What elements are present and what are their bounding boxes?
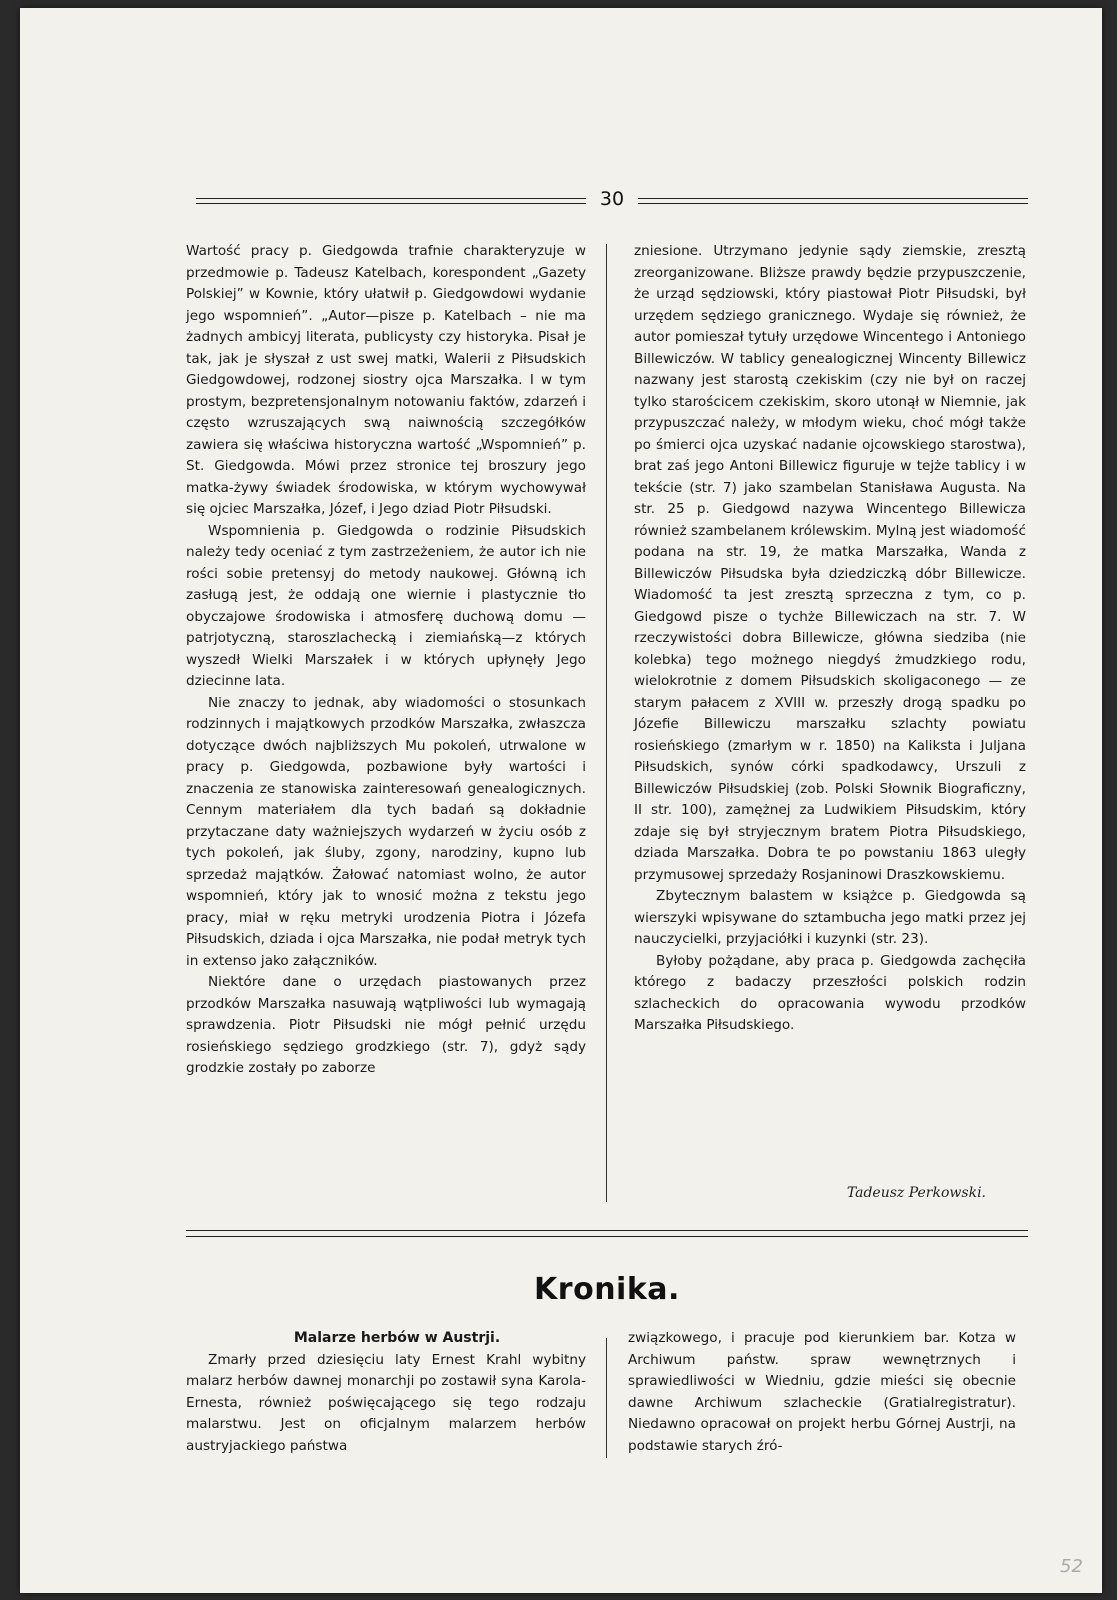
section-title: Kronika. [534, 1272, 680, 1307]
pencil-page-note: 52 [1060, 1556, 1083, 1577]
column-divider [606, 244, 607, 1202]
review-paragraph: Niektóre dane o urzędach piastowanych przez przodków Marszałka nasuwają wątpliwości lub wymagają sprawdzenia. Piotr Piłsudski nie mógł pełnić urzędu rosieńskiego sędziego grodzkiego (str. 7), gdyż sądy grodzkie zostały po zaborze [186, 974, 586, 1076]
review-right-column [634, 241, 1026, 1037]
page-number: 30 [599, 188, 625, 210]
chronicle-paragraph: związkowego, i pracuje pod kierunkiem bar. Kotza w Archiwum państw. spraw wewnętrznych i sprawiedliwości w Wiedniu, gdzie mieści się obecnie dawne Archiwum szlacheckie (Gratialregistratur). Niedawno opracował on projekt herbu Górnej Austrji, na podstawie starych źró- [628, 1330, 1016, 1454]
header-rule-right [638, 198, 1028, 204]
chronicle-left-column [186, 1328, 586, 1457]
column-divider [606, 1338, 607, 1458]
header-rule-left [196, 198, 586, 204]
page-header [196, 190, 1028, 214]
review-paragraph: zniesione. Utrzymano jedynie sądy ziemskie, zresztą zreorganizowane. Bliższe prawdy będzie przypuszczenie, że urząd sędziowski, który piastował Piotr Piłsudski, był urzędem sędziego granicznego. Wydaje się również, że autor pomieszał tytuły urzędowe Wincentego i Antoniego Billewiczów. W tablicy genealogicznej Wincenty Billewicz nazwany jest starostą czekiskim (czy nie był on raczej tylko starościcem czekiskim, skoro utonął w Niemnie, jak przypuszczać należy, w młodym wieku, choć mógł także po śmierci ojca uzyskać nadanie ojcowskiego starostwa), brat zaś jego Antoni Billewicz figuruje w tejże tablicy i w tekście (str. 7) jako szambelan Stanisława Augusta. Na str. 25 p. Giedgowd nazywa Wincentego Billewicza również szambelanem królewskim. Mylną jest wiadomość podana na str. 19, że matka Marszałka, Wanda z Billewiczów Piłsudska była dziedziczką dóbr Billewicze. Wiadomość ta jest zresztą sprzeczna z tym, co p. Giedgowd pisze o tychże Billewiczach na str. 7. W rzeczywistości dobra Billewicze, główna siedziba (nie kolebka) tego możnego niegdyś żmudzkiego rodu, wielokrotnie z domem Piłsudskich skoligaconego — ze starym pałacem z XVIII w. przeszły drogą spadku po Józefie Billewiczu marszałku szlachty powiatu rosieńskiego (zmarłym w r. 1850) na Kaliksta i Juljana Piłsudskich, synów córki spadkodawcy, Urszuli z Billewiczów Piłsudskiej (zob. Polski Słownik Biograficzny, II str. 100), zamężnej za Ludwikiem Piłsudskim, który zdaje się był stryjecznym bratem Piotra Piłsudskiego, dziada Marszałka. Dobra te po powstaniu 1863 uległy przymusowej sprzedaży Rosjaninowi Draszkowskiemu. [634, 243, 1026, 883]
review-left-column [186, 241, 586, 1080]
article-subheading: Malarze herbów w Austrji. [293, 1330, 501, 1346]
review-paragraph: Byłoby pożądane, aby praca p. Giedgowda zachęciła którego z badaczy przeszłości polskich rodzin szlacheckich do opracowania wywodu przodków Marszałka Piłsudskiego. [634, 952, 1026, 1033]
chronicle-right-column [628, 1328, 1016, 1457]
review-paragraph: Wartość pracy p. Giedgowda trafnie charakteryzuje w przedmowie p. Tadeusz Katelbach, korespondent „Gazety Polskiej” w Kownie, który ułatwił p. Giedgowdowi wydanie jego wspomnień”. „Autor—pisze p. Katelbach – nie ma żadnych ambicyj literata, publicysty czy historyka. Pisał je tak, jak je słyszał z ust swej matki, Walerii z Piłsudskich Giedgowdowej, rodzonej siostry ojca Marszałka. I w tym prostym, bezpretensjonalnym notowaniu faktów, zdarzeń i często wzruszających swą naiwnością szczegółków zawiera się właściwa historyczna wartość „Wspomnień” p. St. Giedgowda. Mówi przez stronice tej broszury jego matka-żywy świadek środowiska, w którym wychowywał się ojciec Marszałka, Józef, i Jego dziad Piotr Piłsudski. [186, 243, 586, 517]
review-paragraph: Wspomnienia p. Giedgowda o rodzinie Piłsudskich należy tedy oceniać z tym zastrzeżeniem, że autor ich nie rości sobie pretensyj do metody naukowej. Główną ich zasługą jest, że oddają one wiernie i plastycznie tło obyczajowe środowiska i atmosferę duchową domu — patrjotyczną, staroszlachecką i ziemiańską—z których wyszedł Wielki Marszałek i w których upłynęły Jego dziecinne lata. [186, 522, 586, 689]
review-paragraph: Zbytecznym balastem w książce p. Giedgowda są wierszyki wpisywane do sztambucha jego matki przez jej nauczycielki, przyjaciółki i kuzynki (str. 23). [634, 888, 1026, 947]
author-signature: Tadeusz Perkowski. [846, 1185, 986, 1201]
chronicle-paragraph: Zmarły przed dziesięciu laty Ernest Krahl wybitny malarz herbów dawnej monarchji po zostawił syna Karola-Ernesta, również poświęcającego się tego rodzaju malarstwu. Jest on oficjalnym malarzem herbów austryjackiego państwa [186, 1351, 586, 1454]
scanned-page [20, 8, 1102, 1593]
section-divider-rule [186, 1230, 1028, 1237]
review-paragraph: Nie znaczy to jednak, aby wiadomości o stosunkach rodzinnych i majątkowych przodków Marszałka, zwłaszcza dotyczące dwóch najbliższych Mu pokoleń, utrwalone w pracy p. Giedgowda, pozbawione były wartości i znaczenia ze stanowiska zainteresowań genealogicznych. Cennym materiałem dla tych badań są dokładnie przytaczane daty ważniejszych wydarzeń w życiu osób z tych pokoleń, jak śluby, zgony, narodziny, kupno lub sprzedaż majątków. Żałować natomiast wolno, że autor wspomnień, który jak to wnosić można z tekstu jego pracy, miał w ręku metryki urodzenia Piotra i Józefa Piłsudskich, dziada i ojca Marszałka, nie podał metryk tych in extenso jako załączników. [186, 694, 586, 969]
